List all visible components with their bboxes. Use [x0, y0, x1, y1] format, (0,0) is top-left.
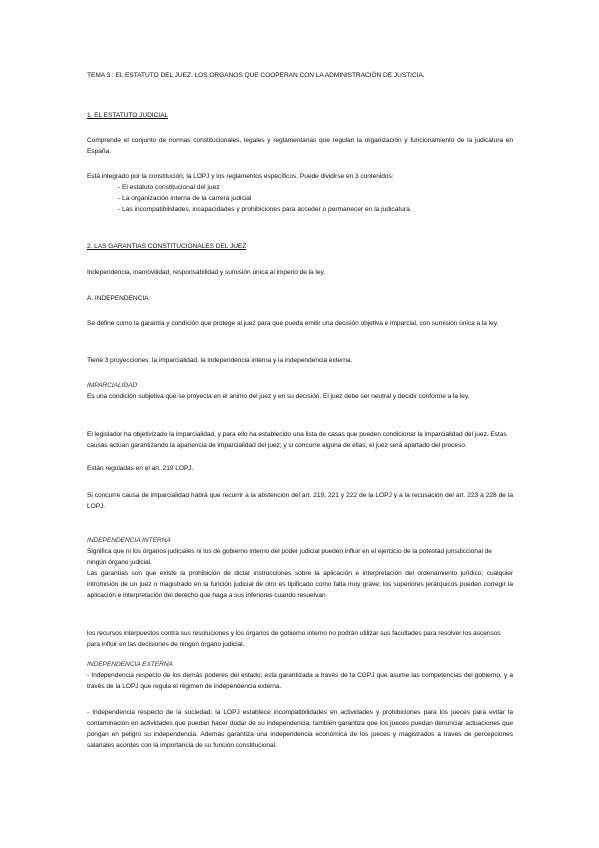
paragraph: Si concurre causa de imparcialidad habrá que recurrir a la abstención del art. 219, 221 y 222 de la LOPJ y a la recusación del art. 223 a 228 de la LOPJ. — [87, 492, 513, 510]
paragraph: - Independencia respecto de los demás poderes del estado; esta garantizada a través de la CGPJ que asume las competencias del gobierno, y a través de la LOPJ que regula el régimen de independencia externa. — [87, 672, 513, 690]
independencia-interna-heading: INDEPENDENCIA INTERNA — [87, 537, 171, 544]
paragraph: Se define como la garantía y condición que protege al juez para que pueda emitir una decisión objetiva e imparcial, con sumisión única a la ley. — [87, 320, 499, 327]
paragraph: - Independencia respecto de la sociedad; la LOPJ establece incompatibilidades en actividades y prohibiciones para los jueces para evitar la contaminación en actividades que puedan hacer dudar de su independencia, también garantiza que los jueces puedan denunciar actuaciones que pongan en peligro su independencia. Además garantiza una independencia económica de los jueces y magistrados a traves de percepciones salariales acordes con la importancia de su función constitucional. — [87, 709, 513, 749]
subsection-heading: A. INDEPENDENCIA — [87, 295, 149, 302]
paragraph: Tiene 3 proyecciones: la imparcialidad, la independencia interna y la independencia externa. — [87, 357, 353, 364]
paragraph: Comprende el conjunto de normas constitucionales, legales y reglamentarias que regulan la organización y funcionamiento de la judicatura en España. — [87, 137, 513, 155]
paragraph: El legislador ha objetivizado la imparcialidad, y para ello ha establecido una lista de casas que pueden condicionar la imparcialidad del juez. Estas causas actúan garantizando la apariencia de imparcialidad del juez; y si concurre alguna de ellas, el juez será apartado del proceso. — [87, 431, 507, 449]
paragraph: Las garantías son que existe la prohibición de dictar instrucciones sobre la aplicación e interpretación del ordenamiento jurídico; cualquier intromisión de un juez o magistrado en la función judicial de otro es tipificado como falta muy grave; los superiores jerárquicos pueden corregir la aplicación e interpretación del derecho que haga a sus inferiores cuando resuelvan — [87, 570, 513, 599]
paragraph: Está integrado por la constitución, la LOPJ y los reglamentos específicos. Puede dividirse en 3 contenidos: — [87, 173, 394, 180]
section-1-heading: 1. EL ESTATUTO JUDICIAL — [87, 112, 169, 119]
content-list — [118, 182, 518, 215]
independencia-externa-heading: INDEPENDENCIA EXTERNA — [87, 661, 173, 668]
list-item: - Las incompatibilidades, incapacidades y prohibiciones para acceder o permanecer en la judicatura. — [118, 206, 412, 213]
imparcialidad-heading: IMPARCIALIDAD — [87, 382, 138, 389]
list-item: - La organización interna de la carrera judicial — [118, 195, 252, 202]
paragraph: Es una condición subjetiva que se proyecta en el animo del juez y en su decisión. El juez debe ser neutral y decidir conforme a la ley. — [87, 393, 470, 400]
section-2-heading: 2. LAS GARANTIAS CONSTITUCIONALES DEL JUEZ — [87, 243, 247, 250]
list-item: - El estatuto constitucional del juez — [118, 184, 220, 191]
paragraph: Significa que ni los órganos judiciales ni los de gobierno interno del poder judicial pueden influir en el ejercicio de la potestad jurisdiccional de ningún órgano judicial. — [87, 548, 492, 566]
paragraph: Independencia, inamovilidad, responsabilidad y sumisión única al imperio de la ley. — [87, 269, 326, 276]
paragraph: Están reguladas en el art. 219 LOPJ. — [87, 465, 194, 472]
paragraph: los recursos interpuestos contra sus resoluciones y los órganos de gobierno interno no podrán utilizar sus facultades para resolver los ascensos para influir en las decisiones de ningún órgano judicial. — [87, 630, 501, 648]
document-title: TEMA 3 : EL ESTATUTO DEL JUEZ. LOS ORGANOS QUE COOPERAN CON LA ADMINISTRACIÓN DE JUSTICIA. — [87, 72, 425, 79]
